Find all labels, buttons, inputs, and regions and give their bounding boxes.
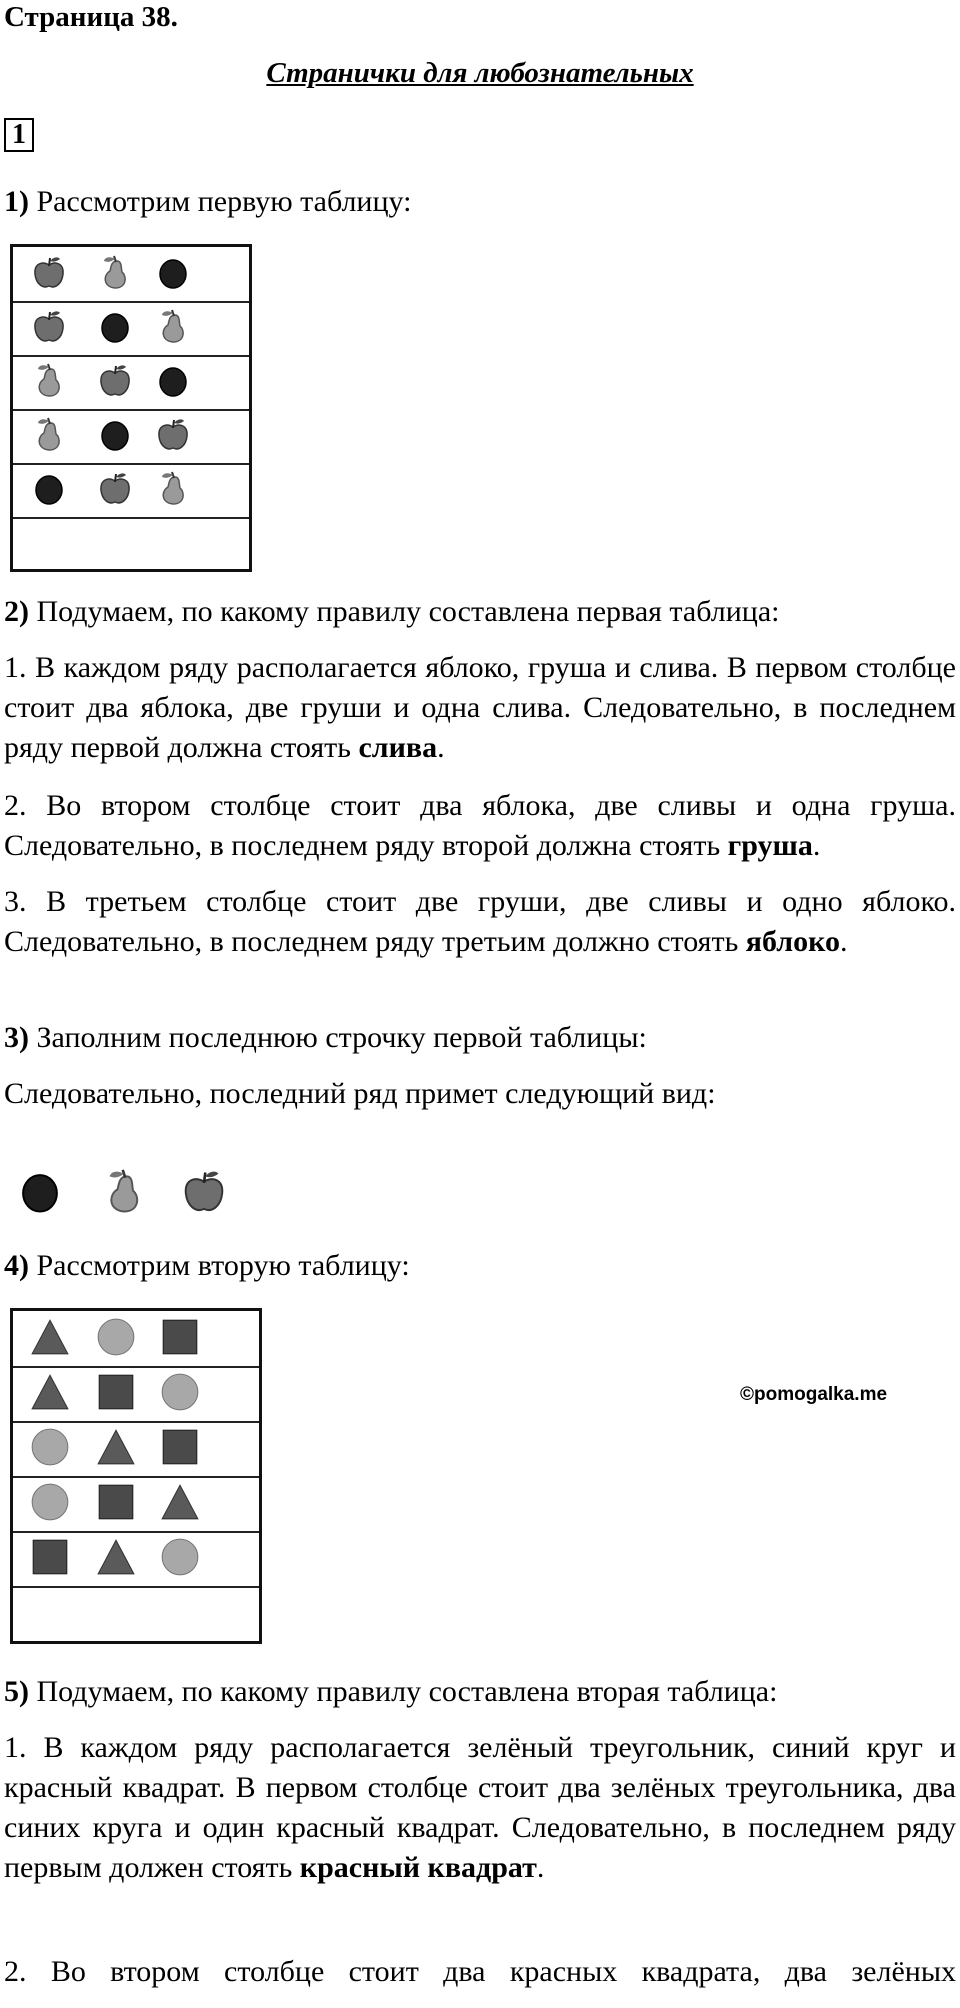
square-icon <box>95 1481 137 1523</box>
table-cell <box>95 1426 137 1473</box>
table-cell <box>95 1316 137 1363</box>
pear-icon <box>29 361 69 401</box>
table-cell <box>29 1426 71 1473</box>
table-row <box>13 355 249 411</box>
table-cell <box>29 469 69 514</box>
table-row <box>13 1476 259 1533</box>
table-cell <box>95 361 135 406</box>
table-cell <box>29 307 69 352</box>
table-cell <box>153 361 193 406</box>
circle-icon <box>29 1426 71 1468</box>
table-cell <box>153 253 193 298</box>
table-cell <box>95 253 135 298</box>
task-number-box: 1 <box>4 118 34 152</box>
apple-icon <box>95 469 135 509</box>
square-icon <box>159 1316 201 1358</box>
table-row <box>13 1531 259 1588</box>
page-title: Страница 38. <box>4 1 178 33</box>
table-cell <box>29 253 69 298</box>
table-cell <box>95 1371 137 1418</box>
step-2: 2) Подумаем, по какому правилу составлена первая таблица: <box>4 595 780 628</box>
table-cell <box>29 1536 71 1583</box>
apple-icon <box>29 253 69 293</box>
table-cell <box>159 1426 201 1473</box>
table-cell <box>159 1316 201 1363</box>
square-icon <box>159 1426 201 1468</box>
table-cell <box>159 1536 201 1583</box>
triangle-icon <box>95 1426 137 1468</box>
table-row <box>13 301 249 357</box>
table-row <box>13 1311 259 1368</box>
circle-icon <box>159 1536 201 1578</box>
fruit-table <box>10 244 252 572</box>
plum-icon <box>95 415 135 455</box>
apple-icon <box>178 1166 230 1218</box>
table-cell <box>29 361 69 406</box>
pear-icon <box>29 415 69 455</box>
step-5-paragraph-1: 1. В каждом ряду располагается зелёный треугольник, синий круг и красный квадрат. В первом столбце стоит два зелёных треугольника, два синих круга и один красный квадрат. Следовательно, в последнем ряду первым должен стоять красный квадрат. <box>4 1731 956 1884</box>
table-cell <box>95 307 135 352</box>
apple-icon <box>95 361 135 401</box>
answer-cell <box>98 1166 150 1223</box>
triangle-icon <box>159 1481 201 1523</box>
table-row <box>13 517 249 571</box>
circle-icon <box>29 1481 71 1523</box>
plum-icon <box>153 361 193 401</box>
watermark: ©pomogalka.me <box>740 1384 888 1405</box>
square-icon <box>95 1371 137 1413</box>
table-row <box>13 463 249 519</box>
table-cell <box>153 415 193 460</box>
table-cell <box>29 1481 71 1528</box>
pear-icon <box>153 307 193 347</box>
step-2-paragraph-3: 3. В третьем столбце стоит две груши, две сливы и одно яблоко. Следовательно, в последнем ряду третьим должно стоять яблоко. <box>4 885 956 958</box>
step-2-paragraph-2: 2. Во втором столбце стоит два яблока, две сливы и одна груша. Следовательно, в последнем ряду второй должна стоять груша. <box>4 789 956 862</box>
shape-table <box>10 1308 262 1644</box>
section-title: Странички для любознательных <box>266 57 694 89</box>
circle-icon <box>95 1316 137 1358</box>
table-cell <box>95 1481 137 1528</box>
table-cell <box>95 469 135 514</box>
triangle-icon <box>95 1536 137 1578</box>
table-row <box>13 1366 259 1423</box>
step-5-paragraph-2: 2. Во втором столбце стоит два красных квадрата, два зелёных <box>4 1955 956 1988</box>
table-cell <box>153 469 193 514</box>
table-row <box>13 409 249 465</box>
table-row <box>13 1586 259 1641</box>
plum-icon <box>153 253 193 293</box>
table-cell <box>159 1371 201 1418</box>
plum-icon <box>29 469 69 509</box>
answer-cell <box>178 1166 230 1223</box>
step-3: 3) Заполним последнюю строчку первой таблицы: <box>4 1021 647 1054</box>
step-4: 4) Рассмотрим вторую таблицу: <box>4 1249 410 1282</box>
answer-cell <box>14 1166 66 1223</box>
answer-row <box>10 1164 240 1224</box>
table-row <box>13 247 249 303</box>
apple-icon <box>153 415 193 455</box>
pear-icon <box>153 469 193 509</box>
table-cell <box>95 415 135 460</box>
step-3-paragraph: Следовательно, последний ряд примет следующий вид: <box>4 1077 716 1110</box>
table-cell <box>29 1316 71 1363</box>
apple-icon <box>29 307 69 347</box>
table-cell <box>159 1481 201 1528</box>
step-1: 1) Рассмотрим первую таблицу: <box>4 185 412 218</box>
step-5: 5) Подумаем, по какому правилу составлена вторая таблица: <box>4 1675 778 1708</box>
plum-icon <box>14 1166 66 1218</box>
table-row <box>13 1421 259 1478</box>
pear-icon <box>98 1166 150 1218</box>
table-cell <box>29 1371 71 1418</box>
table-cell <box>29 415 69 460</box>
triangle-icon <box>29 1316 71 1358</box>
table-cell <box>153 307 193 352</box>
plum-icon <box>95 307 135 347</box>
pear-icon <box>95 253 135 293</box>
triangle-icon <box>29 1371 71 1413</box>
circle-icon <box>159 1371 201 1413</box>
step-2-paragraph-1: 1. В каждом ряду располагается яблоко, груша и слива. В первом столбце стоит два яблока, две груши и одна слива. Следовательно, в последнем ряду первой должна стоять слива. <box>4 651 956 764</box>
square-icon <box>29 1536 71 1578</box>
table-cell <box>95 1536 137 1583</box>
